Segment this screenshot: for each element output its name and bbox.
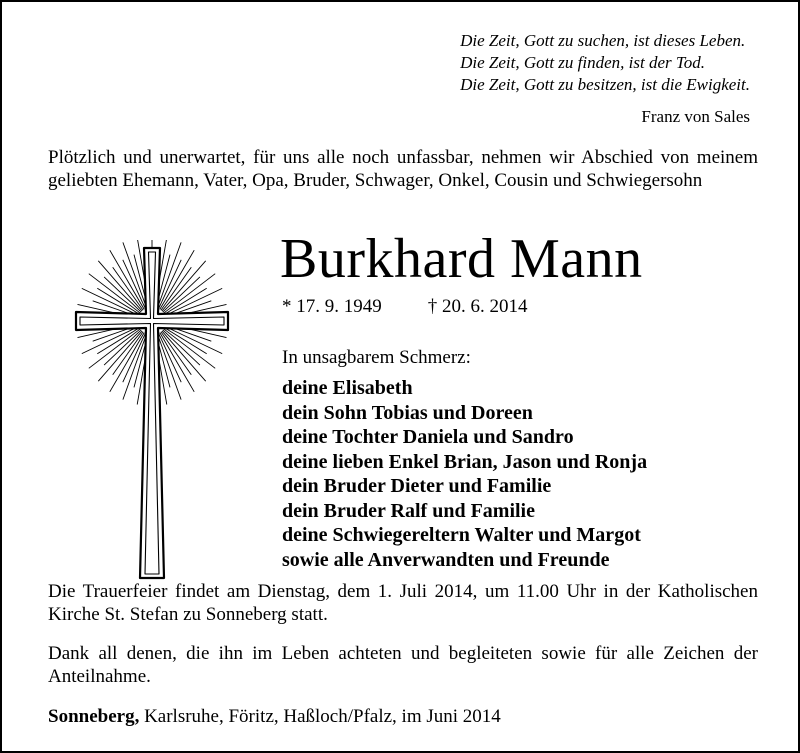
birth-date: * 17. 9. 1949 xyxy=(282,296,382,317)
mourner-entry: deine Schwiegereltern Walter und Margot xyxy=(282,524,641,546)
thanks-paragraph: Dank all denen, die ihn im Leben achteten und begleiteten sowie für alle Zeichen der Anteilnahme. xyxy=(48,643,758,687)
epigraph-line: Die Zeit, Gott zu suchen, ist dieses Leben. xyxy=(460,31,746,50)
epigraph-line: Die Zeit, Gott zu besitzen, ist die Ewigkeit. xyxy=(460,75,750,94)
mourners-list xyxy=(282,376,647,572)
footer-rest: Karlsruhe, Föritz, Haßloch/Pfalz, im Juni 2014 xyxy=(139,706,501,727)
mourner-entry: deine lieben Enkel Brian, Jason und Ronja xyxy=(282,450,648,473)
mourner-entry: deine Tochter Daniela und Sandro xyxy=(282,426,574,448)
intro-paragraph: Plötzlich und unerwartet, für uns alle noch unfassbar, nehmen wir Abschied von meinem geliebten Ehemann, Vater, Opa, Bruder, Schwager, Onkel, Cousin und Schwiegersohn xyxy=(48,147,758,191)
funeral-notice: Die Trauerfeier findet am Dienstag, dem 1. Juli 2014, um 11.00 Uhr in der Katholischen Kirche St. Stefan zu Sonneberg statt. xyxy=(48,581,758,625)
mourner-entry: dein Bruder Ralf und Familie xyxy=(282,499,535,522)
epigraph-quote xyxy=(460,30,750,96)
mourner-entry: dein Bruder Dieter und Familie xyxy=(282,475,552,497)
deceased-name: Burkhard Mann xyxy=(280,228,643,290)
mourner-entry: deine Elisabeth xyxy=(282,377,413,399)
mourner-entry: sowie alle Anverwandten und Freunde xyxy=(282,548,610,571)
mourner-entry: dein Sohn Tobias und Doreen xyxy=(282,401,533,424)
grief-line: In unsagbarem Schmerz: xyxy=(282,347,471,368)
epigraph-line: Die Zeit, Gott zu finden, ist der Tod. xyxy=(460,53,706,72)
footer-places xyxy=(48,705,501,729)
radiant-cross-icon xyxy=(72,240,232,582)
death-date: † 20. 6. 2014 xyxy=(427,296,528,317)
life-dates xyxy=(282,295,528,319)
footer-town: Sonneberg, xyxy=(48,706,140,727)
epigraph-author: Franz von Sales xyxy=(641,107,750,126)
